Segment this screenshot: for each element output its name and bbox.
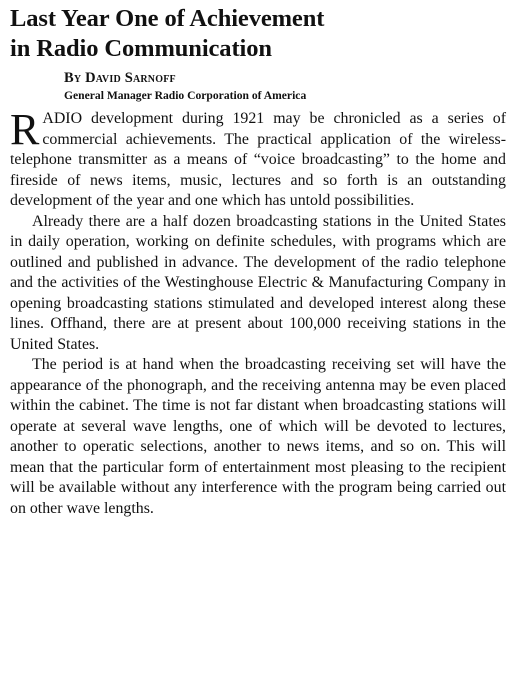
headline-line-1: Last Year One of Achievement [10,5,325,32]
author-credit: General Manager Radio Corporation of America [64,89,307,102]
drop-cap: R [10,105,40,154]
byline-prefix: By [64,70,82,86]
headline-line-2: in Radio Communication [10,35,272,62]
author-name: David Sarnoff [85,70,176,86]
paragraph-3: The period is at hand when the broadcasting receiving set will have the appearance of the phonograph, and the receiving antenna may be even placed within the cabinet. The time is not far distant when broadcasting stations will operate at several wave lengths, one of which will be devoted to lectures, another to operatic selections, another to news items, and so on. This will mean that the particular form of entertainment most pleasing to the recipient will be available without any interference with the program being carried out on other wave lengths. [10,356,506,517]
article-headline [10,4,506,64]
article-body [10,105,506,519]
byline [64,68,506,88]
paragraph-1 [10,105,506,212]
paragraph-2: Already there are a half dozen broadcasting stations in the United States in daily operation, working on definite schedules, with programs which are outlined and published in advance. The development of the radio telephone and the activities of the Westinghouse Electric & Manufacturing Company in opening broadcasting stations stimulated and developed interest along these lines. Offhand, there are at present about 100,000 receiving stations in the United States. [10,212,506,353]
paragraph-1-text: ADIO development during 1921 may be chronicled as a series of commercial achievements. The practical application of the wireless-telephone transmitter as a means of “voice broadcasting” to the home and fireside of news items, music, lectures and so forth is an outstanding development of the year and one which has untold possibilities. [10,110,506,209]
article [10,4,506,519]
